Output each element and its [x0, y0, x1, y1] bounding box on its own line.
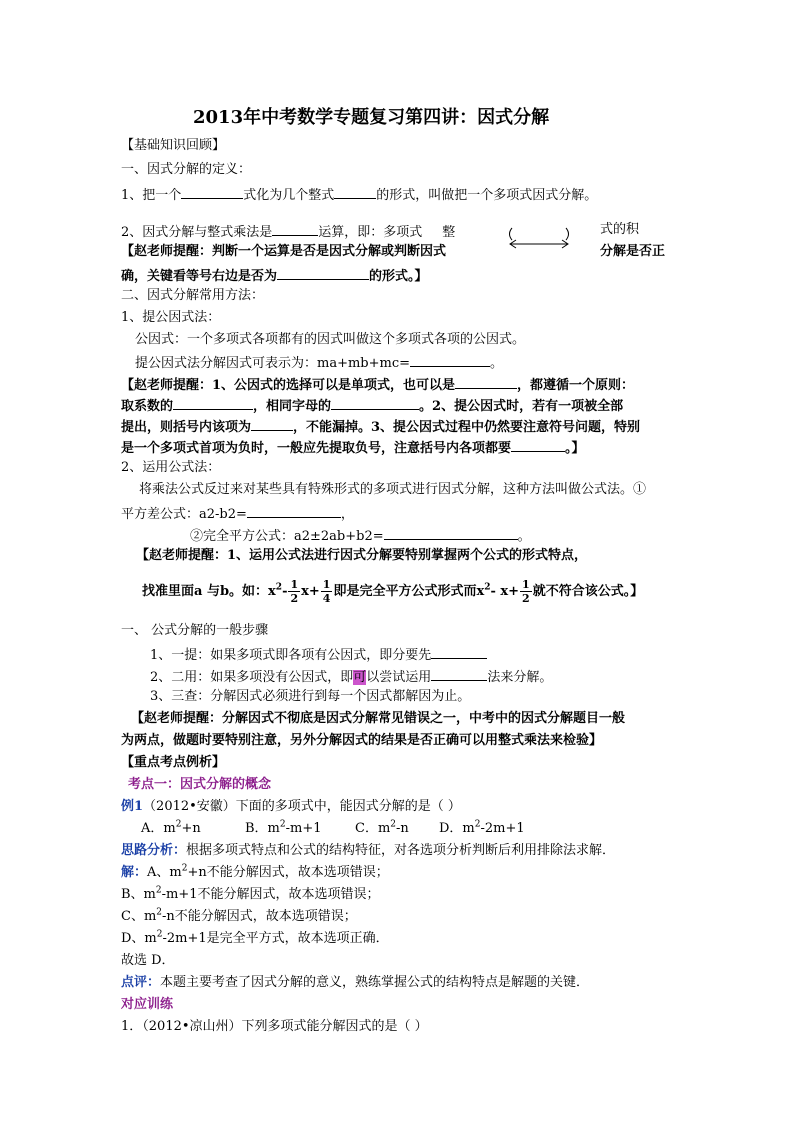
fraction-one-quarter: $\frac{1}{4}$: [322, 578, 331, 605]
formula-method-definition: 将乘法公式反过来对某些具有特殊形式的多项式进行因式分解，这种方法叫做公式法。①: [139, 482, 647, 497]
comment: 点评：本题主要考查了因式分解的意义，熟练掌握公式的结构特点是解题的关键．: [121, 975, 590, 990]
blank: [384, 525, 518, 540]
blank: [331, 395, 419, 410]
blank: [455, 374, 517, 389]
common-factor-formula: 提公因式法分解因式可表示为：ma+mb+mc= 。: [135, 352, 503, 373]
relation-line-end: 式的积: [600, 222, 640, 237]
fraction-one-half: $\frac{1}{2}$: [290, 578, 299, 605]
step2: 2、二用：如果多项没有公因式，即可以尝试运用 法来分解。: [150, 666, 552, 687]
definition-line: 1、把一个 式化为几个整式 的形式，叫做把一个多项式因式分解。: [121, 184, 597, 205]
method2-heading: 2、运用公式法：: [121, 460, 221, 475]
step3: 3、三查：分解因式必须进行到每一个因式都解因为止。: [150, 689, 471, 704]
blank: [173, 395, 253, 410]
step1: 1、一提：如果多项式即各项有公因式，即分要先: [150, 644, 487, 665]
blank: [334, 184, 376, 199]
perfect-square: ②完全平方公式：a2±2ab+b2= 。: [190, 525, 531, 546]
example1-question: 例1（2012•安徽）下面的多项式中，能因式分解的是（ ）: [121, 799, 461, 814]
idea-analysis: 思路分析：根据多项式特点和公式的结构特征，对各选项分析判断后利用排除法求解．: [121, 843, 616, 858]
methods-heading: 二、因式分解常用方法：: [121, 288, 265, 303]
tip-steps-line1: 【赵老师提醒：分解因式不彻底是因式分解常见错误之一，中考中的因式分解题目一般: [131, 711, 626, 726]
common-factor-definition: 公因式：一个多项式各项都有的因式叫做这个多项式各项的公因式。: [135, 332, 526, 347]
blank: [181, 184, 243, 199]
page-title: 2013年中考数学专题复习第四讲：因式分解: [193, 107, 550, 128]
blank: [511, 437, 565, 452]
tip-common-line1: 【赵老师提醒：1、公因式的选择可以是单项式，也可以是 ，都遵循一个原则：: [121, 374, 634, 395]
blank: [272, 221, 318, 236]
tip-formula-line2: 找准里面a 与b。如：$x^2-$ $\frac{1}{2}$ x+ $\frac{1}{4}$ 即是完全平方公式形式而$x^2-$ x+ $\frac{1}{2}$ 就不符合该公式。】: [142, 578, 644, 605]
blank: [431, 666, 487, 681]
tip-judge-line2: 确，关键看等号右边是否为 的形式。】: [121, 265, 428, 286]
relation-line: 2、因式分解与整式乘法是 运算，即：多项式 整: [121, 221, 455, 242]
practice-heading: 对应训练: [121, 997, 174, 1012]
tip-common-line4: 是一个多项式首项为负时，一般应先提取负号，注意括号内各项都要 。】: [121, 437, 585, 458]
fraction-one-half: $\frac{1}{2}$: [522, 578, 530, 605]
tip-common-line3: 提出，则括号内该项为 ，不能漏掉。3、提公因式过程中仍然要注意符号问题，特别: [121, 416, 640, 437]
section-basic-heading: 【基础知识回顾】: [121, 138, 226, 153]
practice-question1: 1．（2012•凉山州）下列多项式能分解因式的是（ ）: [121, 1019, 428, 1034]
tip-steps-line2: 为两点，做题时要特别注意，另外分解因式的结果是否正确可以用整式乘法来检验】: [121, 733, 603, 748]
blank: [410, 352, 490, 367]
blank: [277, 265, 369, 280]
highlighted-char: 可: [353, 670, 367, 685]
solution-a: 解：A、$m^2+n$不能分解因式，故本选项错误；: [121, 863, 389, 880]
double-arrow-icon: [504, 224, 574, 254]
point1-heading: 考点一：因式分解的概念: [128, 777, 272, 792]
tip-common-line2: 取系数的 ，相同字母的 。2、提公因式时，若有一项被全部: [121, 395, 623, 416]
answer-choice: 故选 D．: [121, 953, 175, 968]
blank: [247, 503, 341, 518]
definition-heading: 一、因式分解的定义：: [121, 162, 252, 177]
tip-formula-line1: 【赵老师提醒：1、运用公式法进行因式分解要特别掌握两个公式的形式特点，: [136, 548, 588, 563]
solution-d: D、$m^2-2m+1$是完全平方式，故本选项正确．: [121, 929, 389, 946]
tip-judge-line1: 【赵老师提醒：判断一个运算是否是因式分解或判断因式: [121, 244, 447, 259]
blank: [251, 416, 293, 431]
method1-heading: 1、提公因式法：: [121, 310, 221, 325]
difference-of-squares: 平方差公式：a2-b2= ，: [121, 503, 354, 524]
example1-options: A．$m^2+n$ B．$m^2-m+1$ C．$m^2-n$ D．$m^2-2m+1$: [141, 819, 525, 836]
key-points-heading: 【重点考点例析】: [121, 755, 226, 770]
tip-judge-line1-end: 分解是否正: [600, 244, 666, 259]
solution-c: C、$m^2-n$不能分解因式，故本选项错误；: [121, 907, 357, 924]
steps-heading: 一、 公式分解的一般步骤: [121, 623, 269, 638]
blank: [431, 644, 487, 659]
solution-b: B、$m^2-m+1$不能分解因式，故本选项错误；: [121, 885, 380, 902]
